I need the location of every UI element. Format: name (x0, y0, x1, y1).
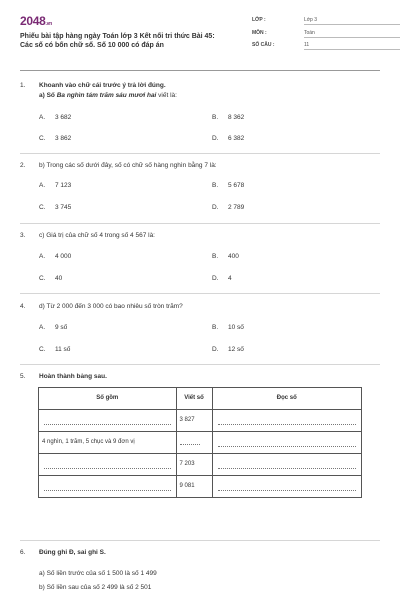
question-number: 2. (20, 162, 26, 169)
title-line-2: Các số có bốn chữ số. Số 10 000 có đáp án (20, 42, 164, 50)
option-b[interactable]: B. 8 362 (212, 114, 245, 121)
column-header: Đọc số (212, 388, 362, 410)
question-text: b) Trong các số dưới đây, số có chữ số hàng nghìn bằng 7 là: (39, 162, 217, 169)
question-number: 5. (20, 373, 26, 380)
meta-row-count (252, 41, 400, 54)
answer-table (38, 387, 362, 498)
table-header-row (39, 388, 362, 410)
blank-cell[interactable] (212, 432, 362, 454)
question-number: 4. (20, 303, 26, 310)
subtext-prefix: a) Số (39, 92, 57, 99)
logo-suffix: .vn (45, 21, 52, 27)
blank-cell[interactable] (176, 432, 212, 454)
table-row (39, 454, 362, 476)
question-text: d) Từ 2 000 đến 3 000 có bao nhiêu số tròn trăm? (39, 303, 183, 310)
option-c[interactable]: C. 3 862 (39, 135, 72, 142)
column-header: Số gồm (39, 388, 177, 410)
meta-label: LỚP : (252, 17, 266, 23)
subtext-suffix: viết là: (156, 92, 177, 99)
table-cell: 3 827 (176, 410, 212, 432)
column-header: Viết số (176, 388, 212, 410)
option-b[interactable]: B. 10 số (212, 324, 244, 331)
option-a[interactable]: A. 9 số (39, 324, 68, 331)
question-number: 6. (20, 549, 26, 556)
table-cell: 7 203 (176, 454, 212, 476)
meta-value: Lớp 3 (304, 17, 400, 25)
meta-label: SỐ CÂU : (252, 42, 275, 48)
section-divider (20, 223, 380, 224)
header (20, 14, 380, 62)
question-number: 3. (20, 232, 26, 239)
option-a[interactable]: A. 7 123 (39, 182, 72, 189)
site-logo[interactable] (20, 14, 52, 29)
subtext-italic: Ba nghìn tám trăm sáu mươi hai (56, 92, 157, 99)
blank-cell[interactable] (212, 476, 362, 498)
option-c[interactable]: C. 40 (39, 275, 63, 282)
meta-row-subject (252, 29, 400, 42)
statement-a: a) Số liền trước của số 1 500 là số 1 499 (39, 570, 157, 577)
question-4 (20, 303, 380, 363)
blank-cell[interactable] (39, 476, 177, 498)
table-row (39, 432, 362, 454)
logo-main: 2048 (20, 14, 46, 28)
statement-b: b) Số liền sau của số 2 499 là số 2 501 (39, 584, 152, 591)
option-d[interactable]: D. 4 (212, 275, 232, 282)
option-d[interactable]: D. 12 số (212, 346, 244, 353)
table-cell: 4 nghìn, 1 trăm, 5 chục và 9 đơn vị (39, 432, 177, 454)
question-text: Hoàn thành bảng sau. (39, 373, 107, 380)
meta-info (252, 16, 400, 54)
question-3 (20, 232, 380, 292)
document-title (20, 32, 220, 51)
option-d[interactable]: D. 6 382 (212, 135, 245, 142)
question-text: Đúng ghi Đ, sai ghi S. (39, 549, 106, 556)
question-instruction: Khoanh vào chữ cái trước ý trả lời đúng. (39, 82, 166, 89)
option-b[interactable]: B. 400 (212, 253, 239, 260)
table-cell: 9 081 (176, 476, 212, 498)
question-subtext (39, 92, 177, 100)
table-row (39, 476, 362, 498)
section-divider (20, 364, 380, 365)
question-6 (20, 549, 380, 594)
option-c[interactable]: C. 11 số (39, 346, 71, 353)
meta-label: MÔN : (252, 29, 267, 36)
meta-value: Toán (304, 30, 400, 38)
option-a[interactable]: A. 3 682 (39, 114, 72, 121)
table-row (39, 410, 362, 432)
question-2 (20, 162, 380, 222)
blank-cell[interactable] (39, 454, 177, 476)
section-divider (20, 540, 380, 541)
blank-cell[interactable] (39, 410, 177, 432)
option-c[interactable]: C. 3 745 (39, 204, 72, 211)
question-5 (20, 373, 380, 385)
header-divider (20, 70, 380, 71)
option-b[interactable]: B. 5 678 (212, 182, 245, 189)
blank-cell[interactable] (212, 454, 362, 476)
meta-value: 11 (304, 42, 400, 50)
section-divider (20, 293, 380, 294)
question-text (39, 82, 369, 90)
title-line-1: Phiếu bài tập hàng ngày Toán lớp 3 Kết nối tri thức Bài 45: (20, 33, 215, 40)
option-d[interactable]: D. 2 789 (212, 204, 245, 211)
blank-cell[interactable] (212, 410, 362, 432)
question-1 (20, 82, 380, 152)
question-number: 1. (20, 82, 26, 89)
option-a[interactable]: A. 4 000 (39, 253, 72, 260)
meta-row-class (252, 16, 400, 29)
section-divider (20, 153, 380, 154)
question-text: c) Giá trị của chữ số 4 trong số 4 567 là: (39, 232, 155, 239)
